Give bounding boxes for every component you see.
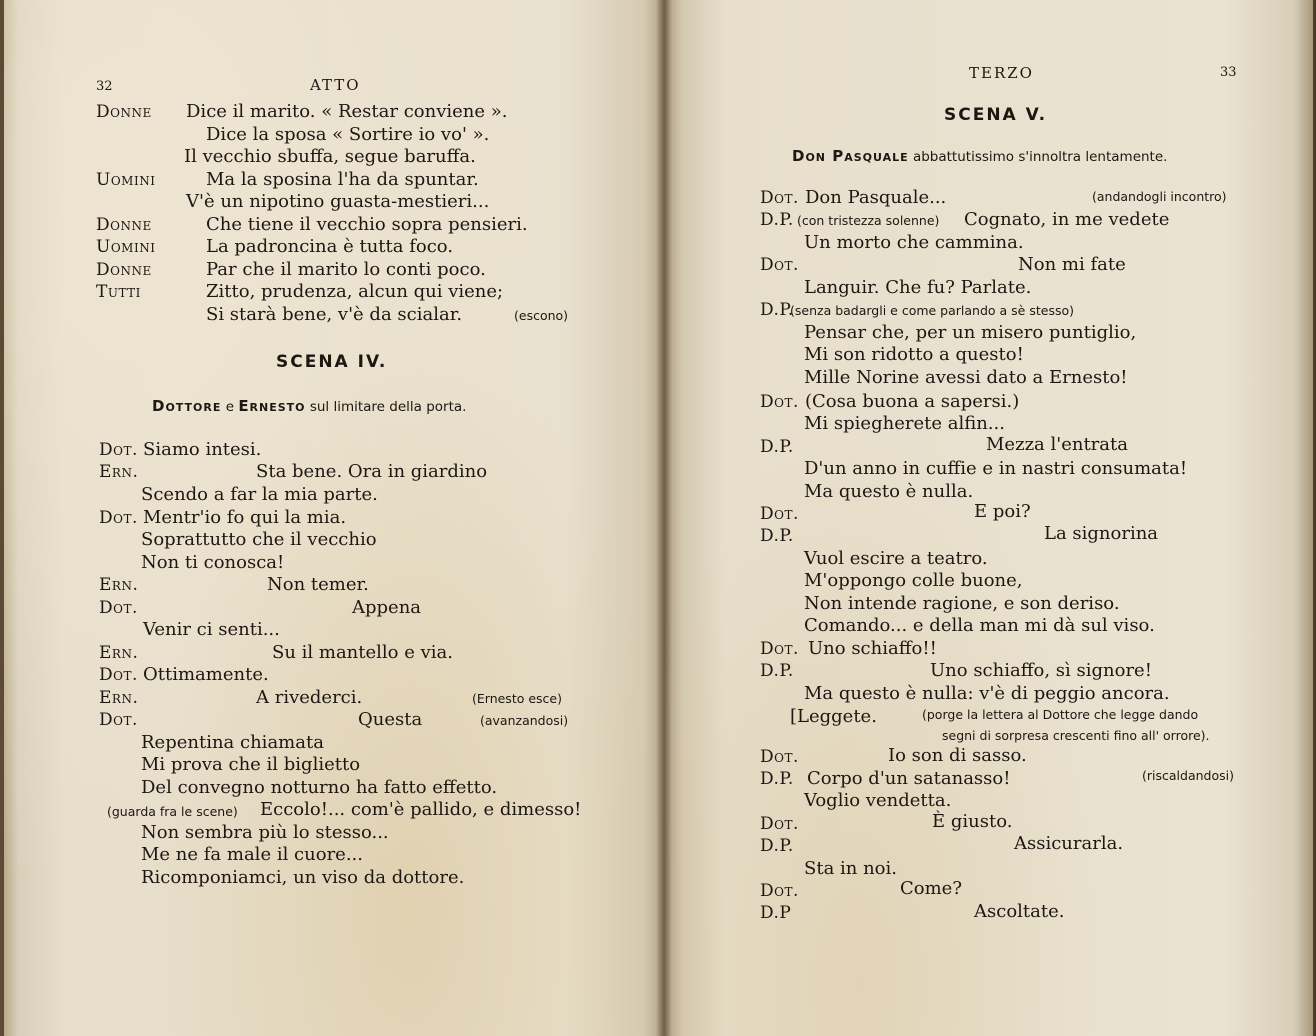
speaker-label: Dot. — [99, 508, 138, 528]
speaker-label: Tutti — [96, 282, 141, 302]
speaker-label: D.P. — [760, 661, 794, 681]
speaker-label: Uomini — [96, 237, 156, 257]
verse-line: Soprattutto che il vecchio — [141, 529, 377, 550]
verse-line: Non sembra più lo stesso... — [141, 822, 389, 843]
book-gutter — [656, 0, 672, 1036]
speaker-label: Donne — [96, 102, 152, 122]
speaker-label: Uomini — [96, 170, 156, 190]
verse-line: V'è un nipotino guasta-mestieri... — [186, 191, 490, 212]
verse-line: Mi son ridotto a questo! — [804, 344, 1024, 365]
verse-line: Mille Norine avessi dato a Ernesto! — [804, 367, 1128, 388]
page-number: 32 — [96, 79, 113, 94]
stage-note: (avanzandosi) — [480, 713, 569, 728]
verse-line: Scendo a far la mia parte. — [141, 484, 378, 505]
verse-line: Sta in noi. — [804, 858, 897, 879]
verse-line: Ma la sposina l'ha da spuntar. — [206, 169, 479, 190]
stage-note: (Ernesto esce) — [472, 691, 562, 706]
right-page — [664, 0, 1316, 1036]
speaker-label: Dot. — [760, 188, 799, 208]
speaker-label: D.P. — [760, 526, 794, 546]
verse-line: [Leggete. — [790, 706, 877, 727]
speaker-label: D.P. — [760, 836, 794, 856]
verse-line: Repentina chiamata — [141, 732, 324, 753]
verse-line: Non ti conosca! — [141, 552, 285, 573]
speaker-label: Dot. — [760, 747, 799, 767]
stage-note: (escono) — [514, 308, 569, 323]
speaker-label: Dot. — [99, 598, 138, 618]
verse-line: Mi prova che il biglietto — [141, 754, 361, 775]
speaker-label: D.P — [760, 903, 792, 923]
verse-line: Mentr'io fo qui la mia. — [143, 507, 347, 528]
verse-line: Ma questo è nulla. — [804, 481, 974, 502]
verse-line: Dice la sposa « Sortire io vo' ». — [206, 124, 490, 145]
verse-line: E poi? — [974, 501, 1031, 522]
verse-line: Comando... e della man mi dà sul viso. — [804, 615, 1155, 636]
stage-note: (riscaldandosi) — [1142, 768, 1234, 783]
verse-line: Siamo intesi. — [143, 439, 262, 460]
verse-line: M'oppongo colle buone, — [804, 570, 1023, 591]
verse-line: Che tiene il vecchio sopra pensieri. — [206, 214, 528, 235]
scene-title: SCENA IV. — [276, 352, 388, 372]
verse-line: Eccolo!... com'è pallido, e dimesso! — [260, 799, 582, 820]
verse-line: Languir. Che fu? Parlate. — [804, 277, 1032, 298]
verse-line: Assicurarla. — [1014, 833, 1124, 854]
speaker-label: Dot. — [760, 255, 799, 275]
speaker-label: Dot. — [99, 440, 138, 460]
verse-line: Cognato, in me vedete — [964, 209, 1170, 230]
speaker-label: Dot. — [760, 392, 799, 412]
verse-line: Non mi fate — [1018, 254, 1126, 275]
verse-line: Ottimamente. — [143, 664, 269, 685]
verse-line: Par che il marito lo conti poco. — [206, 259, 486, 280]
speaker-label: Dot. — [99, 665, 138, 685]
verse-line: Io son di sasso. — [888, 745, 1027, 766]
speaker-label: Dot. — [760, 639, 799, 659]
verse-line: Uno schiaffo, sì signore! — [930, 660, 1152, 681]
verse-line: D'un anno in cuffie e in nastri consumata! — [804, 458, 1188, 479]
verse-line: Venir ci senti... — [143, 619, 280, 640]
verse-line: Uno schiaffo!! — [808, 638, 937, 659]
stage-note: (guarda fra le scene) — [107, 804, 238, 819]
verse-line: Sta bene. Ora in giardino — [256, 461, 488, 482]
speaker-label: Donne — [96, 260, 152, 280]
stage-note: (andandogli incontro) — [1092, 189, 1227, 204]
speaker-label: Dot. — [99, 710, 138, 730]
scene-direction: Don Pasquale abbattutissimo s'innoltra lentamente. — [792, 147, 1168, 165]
scene-direction: Dottore e Ernesto sul limitare della porta. — [152, 397, 467, 415]
verse-line: Non intende ragione, e son deriso. — [804, 593, 1120, 614]
running-head: TERZO — [969, 64, 1034, 82]
speaker-label: D.P. — [760, 437, 794, 457]
verse-line: Mi spiegherete alfin... — [804, 413, 1005, 434]
verse-line: Ascoltate. — [974, 901, 1065, 922]
verse-line: Ma questo è nulla: v'è di peggio ancora. — [804, 683, 1170, 704]
speaker-label: Dot. — [760, 814, 799, 834]
speaker-label: Donne — [96, 215, 152, 235]
speaker-label: Ern. — [99, 643, 139, 663]
speaker-label: Ern. — [99, 688, 139, 708]
verse-line: Non temer. — [267, 574, 369, 595]
speaker-label: D.P. — [760, 300, 794, 320]
speaker-label: D.P. — [760, 210, 794, 230]
verse-line: Come? — [900, 878, 962, 899]
verse-line: Pensar che, per un misero puntiglio, — [804, 322, 1137, 343]
verse-line: Don Pasquale... — [805, 187, 947, 208]
page-number: 33 — [1220, 65, 1237, 80]
verse-line: Me ne fa male il cuore... — [141, 844, 363, 865]
speaker-label: D.P. — [760, 769, 794, 789]
stage-note: segni di sorpresa crescenti fino all' orrore). — [942, 728, 1210, 743]
verse-line: La signorina — [1044, 523, 1159, 544]
running-head: ATTO — [310, 76, 361, 94]
verse-line: Si starà bene, v'è da scialar. — [206, 304, 463, 325]
verse-line: Del convegno notturno ha fatto effetto. — [141, 777, 498, 798]
verse-line: Zitto, prudenza, alcun qui viene; — [206, 281, 504, 302]
speaker-label: Ern. — [99, 462, 139, 482]
speaker-label: Ern. — [99, 575, 139, 595]
verse-line: Vuol escire a teatro. — [804, 548, 988, 569]
verse-line: Un morto che cammina. — [804, 232, 1024, 253]
verse-line: La padroncina è tutta foco. — [206, 236, 454, 257]
verse-line: Dice il marito. « Restar conviene ». — [186, 101, 508, 122]
verse-line: (Cosa buona a sapersi.) — [805, 391, 1020, 412]
speaker-label: Dot. — [760, 504, 799, 524]
verse-line: Voglio vendetta. — [804, 790, 952, 811]
verse-line: Mezza l'entrata — [986, 434, 1128, 455]
verse-line: Il vecchio sbuffa, segue baruffa. — [184, 146, 476, 167]
verse-line: Su il mantello e via. — [272, 642, 453, 663]
verse-line: Appena — [352, 597, 422, 618]
verse-line: Questa — [358, 709, 423, 730]
stage-note: (porge la lettera al Dottore che legge dando — [922, 707, 1199, 722]
verse-line: È giusto. — [932, 811, 1013, 832]
verse-line: Ricomponiamci, un viso da dottore. — [141, 867, 465, 888]
scene-title: SCENA V. — [944, 105, 1048, 125]
speaker-label: Dot. — [760, 881, 799, 901]
stage-note: (con tristezza solenne) — [797, 213, 940, 228]
stage-note: (senza badargli e come parlando a sè stesso) — [790, 303, 1074, 318]
verse-line: Corpo d'un satanasso! — [807, 768, 1011, 789]
verse-line: A rivederci. — [256, 687, 363, 708]
